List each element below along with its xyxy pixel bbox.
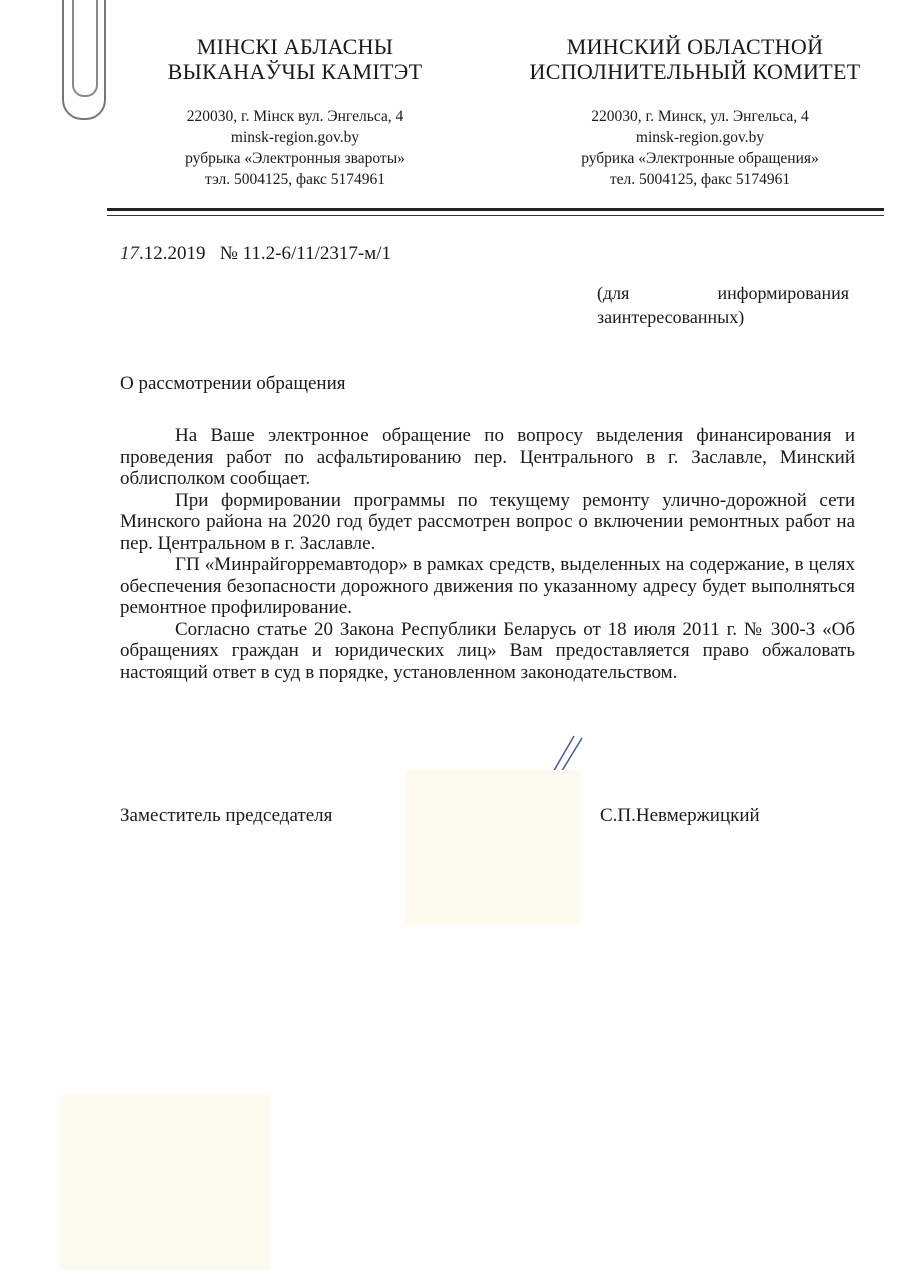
org-name-line1: МИНСКИЙ ОБЛАСТНОЙ bbox=[566, 34, 824, 59]
signatory-name: С.П.Невмержицкий bbox=[600, 805, 760, 826]
header-belarusian bbox=[130, 34, 460, 84]
addressee bbox=[597, 281, 849, 329]
letter-subject: О рассмотрении обращения bbox=[120, 373, 346, 394]
redacted-signature-area bbox=[405, 770, 580, 925]
paragraph: При формировании программы по текущему ремонту улично-дорожной сети Минского района на 2020 год будет рассмотрен вопрос о включении ремонтных работ на пер. Центральном в г. Заславле. bbox=[120, 489, 855, 554]
header-divider-thick bbox=[107, 208, 884, 211]
paragraph: Согласно статье 20 Закона Республики Беларусь от 18 июля 2011 г. № 300-З «Об обращениях граждан и юридических лиц» Вам предоставляется право обжаловать настоящий ответ в суд в порядке, установленном законодательством. bbox=[120, 618, 855, 683]
date-and-number bbox=[120, 243, 391, 265]
rubric: рубрыка «Электронныя звароты» bbox=[185, 150, 405, 167]
paragraph: ГП «Минрайгорремавтодор» в рамках средств, выделенных на содержание, в целях обеспечения безопасности дорожного движения по указанному адресу будет выполняться ремонтное профилирование. bbox=[120, 554, 855, 618]
date-month-year: .12.2019 bbox=[139, 243, 206, 264]
paragraph: На Ваше электронное обращение по вопросу выделения финансирования и проведения работ по асфальтированию пер. Центрального в г. Заславле, Минский облисполком сообщает. bbox=[120, 425, 855, 489]
address-russian bbox=[520, 106, 880, 190]
signatory-title: Заместитель председателя bbox=[120, 805, 333, 826]
document-number: № 11.2-6/11/2317-м/1 bbox=[219, 243, 391, 264]
website: minsk-region.gov.by bbox=[230, 129, 360, 146]
address-line: 220030, г. Минск, ул. Энгельса, 4 bbox=[591, 108, 809, 125]
address-line: 220030, г. Мінск вул. Энгельса, 4 bbox=[186, 108, 404, 125]
org-name-line2: ИСПОЛНИТЕЛЬНЫЙ КОМИТЕТ bbox=[529, 59, 861, 84]
header-divider-thin bbox=[107, 215, 884, 216]
redacted-stamp-area bbox=[60, 1095, 270, 1270]
letter-body bbox=[120, 425, 855, 683]
address-belarusian bbox=[130, 106, 460, 190]
header-russian bbox=[500, 34, 890, 84]
addressee-line1: (для информирования bbox=[597, 283, 849, 303]
org-name-line1: МІНСКІ АБЛАСНЫ bbox=[196, 34, 394, 59]
website: minsk-region.gov.by bbox=[635, 129, 765, 146]
addressee-line2: заинтересованных) bbox=[597, 307, 745, 327]
paperclip-inner-icon bbox=[72, 0, 98, 97]
org-name-line2: ВЫКАНАЎЧЫ КАМІТЭТ bbox=[167, 59, 423, 84]
handwritten-day: 17 bbox=[120, 243, 139, 264]
phone-fax: тэл. 5004125, факс 5174961 bbox=[204, 171, 386, 188]
phone-fax: тел. 5004125, факс 5174961 bbox=[609, 171, 791, 188]
rubric: рубрика «Электронные обращения» bbox=[581, 150, 819, 167]
